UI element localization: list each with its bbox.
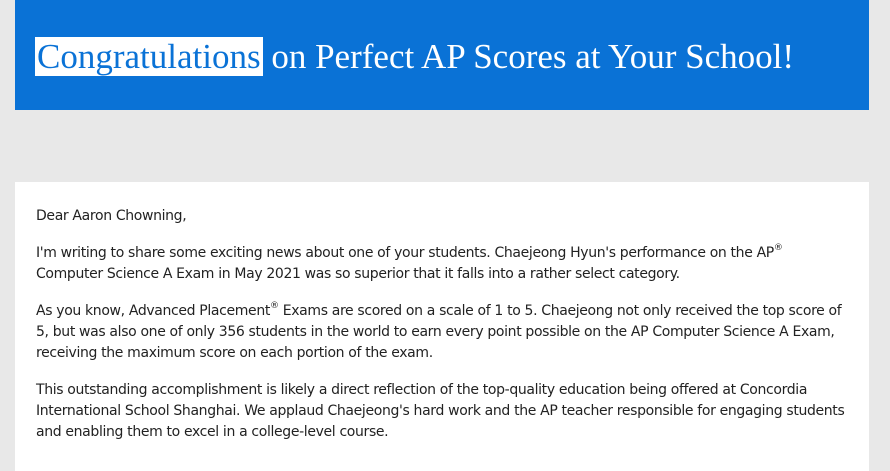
registered-mark: ® — [773, 243, 783, 253]
p2-text-a: As you know, Advanced Placement — [36, 303, 270, 319]
letter-paragraph-2 — [36, 301, 849, 364]
title-rest: on Perfect AP Scores at Your School! — [262, 37, 795, 76]
registered-mark: ® — [269, 301, 279, 311]
letter-greeting: Dear Aaron Chowning, — [36, 208, 187, 224]
p1-text-a: I'm writing to share some exciting news about one of your students. Chaejeong Hyun's performance on the AP — [36, 245, 774, 261]
p2-text-b: Exams are scored on a scale of 1 to 5. Chaejeong not only received the top score of 5, but was also one of only 356 students in the world to earn every point possible on the AP Computer Science A Exam, receiving the maximum score on each portion of the exam. — [36, 303, 842, 361]
letter-paragraph-3: This outstanding accomplishment is likely a direct reflection of the top-quality education being offered at Concordia International School Shanghai. We applaud Chaejeong's hard work and the AP teacher responsible for engaging students and enabling them to excel in a college-level course. — [36, 382, 845, 440]
letter-paragraph-1 — [36, 243, 849, 285]
title-highlight: Congratulations — [37, 37, 261, 76]
header-banner — [15, 0, 869, 110]
page-title — [35, 36, 869, 78]
p1-text-b: Computer Science A Exam in May 2021 was so superior that it falls into a rather select category. — [36, 266, 680, 282]
letter-card — [15, 182, 869, 471]
